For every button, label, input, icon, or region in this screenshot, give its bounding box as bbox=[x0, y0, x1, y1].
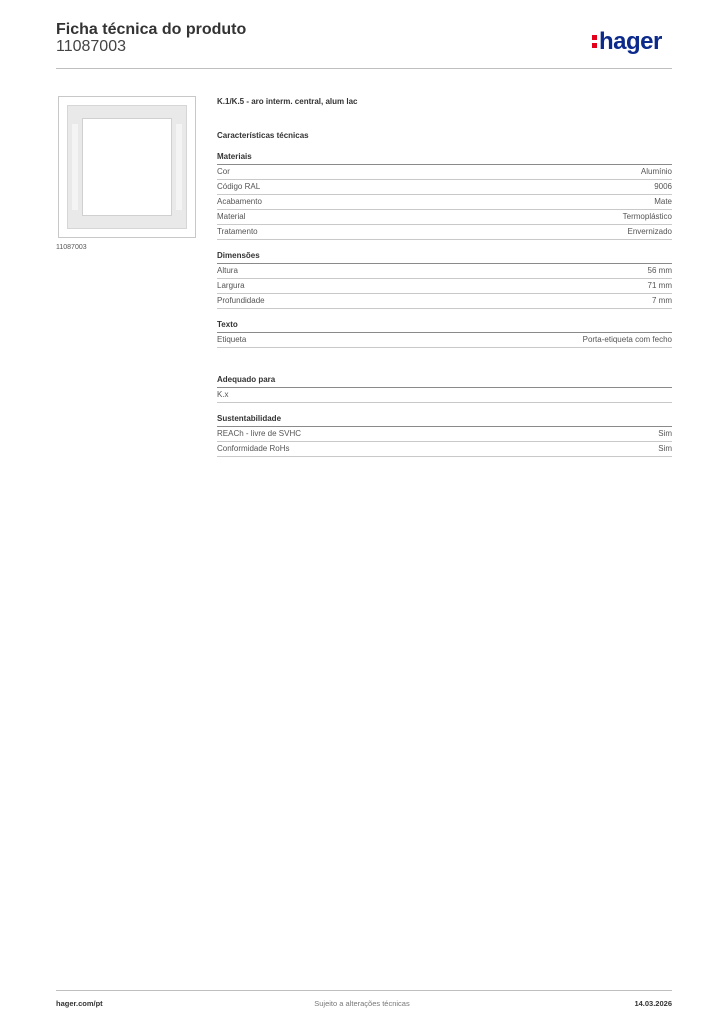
spec-label: Acabamento bbox=[217, 197, 262, 206]
spec-row bbox=[217, 427, 672, 442]
frame-icon bbox=[67, 105, 187, 229]
spec-value: 56 mm bbox=[647, 266, 672, 275]
group-adequado-para bbox=[217, 374, 672, 403]
spec-row bbox=[217, 388, 672, 403]
spec-row bbox=[217, 225, 672, 240]
spec-label: Etiqueta bbox=[217, 335, 247, 344]
header-divider bbox=[56, 68, 672, 69]
group-title: Adequado para bbox=[217, 374, 672, 388]
image-caption: 11087003 bbox=[56, 244, 87, 251]
spec-row bbox=[217, 195, 672, 210]
spec-row bbox=[217, 333, 672, 348]
spec-value: Sim bbox=[658, 429, 672, 438]
spec-row bbox=[217, 210, 672, 225]
spec-label: Largura bbox=[217, 281, 245, 290]
product-code: 11087003 bbox=[56, 38, 126, 55]
product-image bbox=[58, 96, 196, 238]
spec-label: Tratamento bbox=[217, 227, 258, 236]
spec-value: Envernizado bbox=[627, 227, 672, 236]
group-title: Dimensões bbox=[217, 250, 672, 264]
spec-value: 9006 bbox=[654, 182, 672, 191]
spec-label: Altura bbox=[217, 266, 238, 275]
spec-row bbox=[217, 279, 672, 294]
logo-text: hager bbox=[599, 28, 662, 55]
group-title: Texto bbox=[217, 319, 672, 333]
logo-dots-icon bbox=[592, 28, 597, 48]
spec-value: Alumínio bbox=[640, 167, 672, 176]
spec-row bbox=[217, 442, 672, 457]
group-materiais bbox=[217, 151, 672, 240]
hager-logo bbox=[592, 28, 662, 56]
spec-value: Mate bbox=[654, 197, 672, 206]
group-title: Materiais bbox=[217, 151, 672, 165]
spec-row bbox=[217, 264, 672, 279]
page-title: Ficha técnica do produto bbox=[56, 21, 247, 38]
spec-value: Termoplástico bbox=[622, 212, 672, 221]
spec-label: K.x bbox=[217, 390, 229, 399]
section-heading: Características técnicas bbox=[217, 131, 309, 140]
spec-row bbox=[217, 180, 672, 195]
spec-label: Profundidade bbox=[217, 296, 265, 305]
group-dimensoes bbox=[217, 250, 672, 309]
group-sustentabilidade bbox=[217, 413, 672, 457]
spec-label: Conformidade RoHs bbox=[217, 444, 290, 453]
spec-content bbox=[217, 96, 672, 457]
product-name: K.1/K.5 - aro interm. central, alum lac bbox=[217, 97, 358, 106]
spec-label: Código RAL bbox=[217, 182, 261, 191]
spec-label: Material bbox=[217, 212, 246, 221]
spec-label: REACh - livre de SVHC bbox=[217, 429, 302, 438]
spec-value: Porta-etiqueta com fecho bbox=[582, 335, 672, 344]
footer-notice: Sujeito a alterações técnicas bbox=[314, 999, 410, 1008]
spec-value: Sim bbox=[658, 444, 672, 453]
footer-divider bbox=[56, 990, 672, 991]
spec-row bbox=[217, 294, 672, 309]
spec-value: 71 mm bbox=[647, 281, 672, 290]
group-title: Sustentabilidade bbox=[217, 413, 672, 427]
footer-website-link[interactable]: hager.com/pt bbox=[56, 999, 103, 1008]
spec-value: 7 mm bbox=[652, 296, 672, 305]
spec-label: Cor bbox=[217, 167, 230, 176]
group-texto bbox=[217, 319, 672, 348]
spec-row bbox=[217, 165, 672, 180]
footer-date: 14.03.2026 bbox=[634, 999, 672, 1008]
